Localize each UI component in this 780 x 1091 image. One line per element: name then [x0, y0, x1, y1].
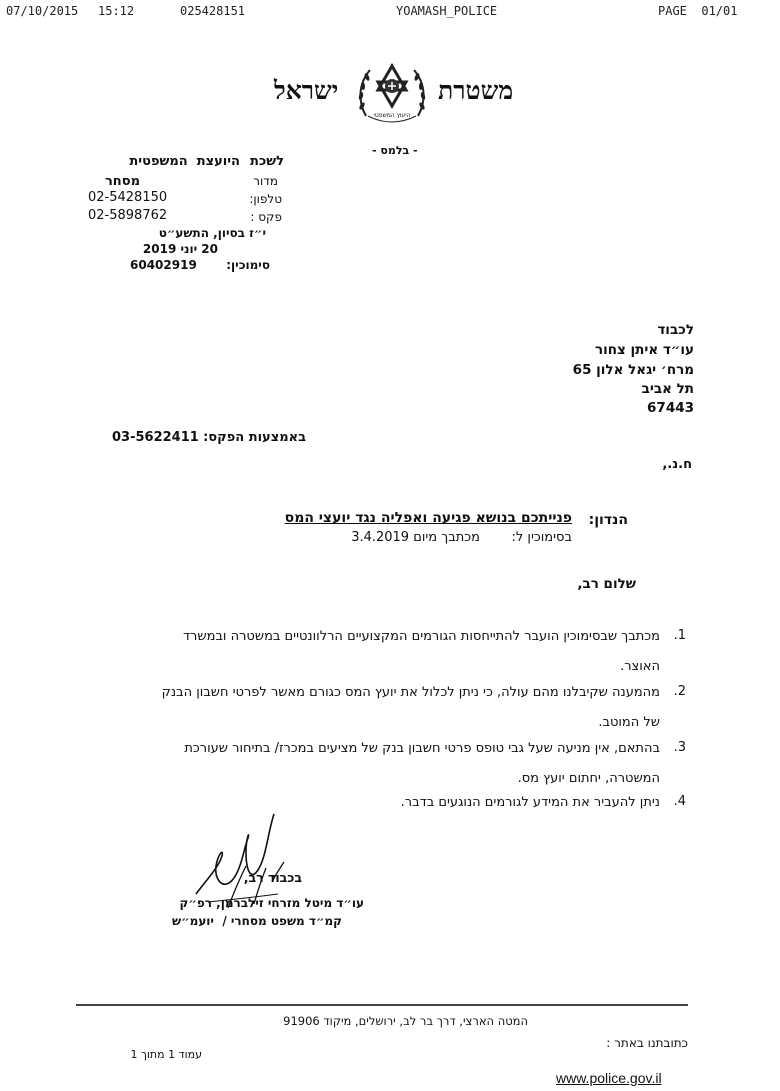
subject-label: הנדון:: [588, 512, 628, 528]
page-count: עמוד 1 מתוך 1: [130, 1048, 202, 1061]
subject-ref-text: מכתבך מיום 3.4.2019: [351, 530, 480, 545]
item-3-number: .3: [673, 740, 686, 755]
subject-ref-label: בסימוכין ל:: [511, 530, 572, 545]
signer-name: עו״ד מיטל מזרחי זילברמן, רפ״ק: [179, 896, 364, 910]
police-website-link[interactable]: www.police.gov.il: [556, 1070, 662, 1086]
greeting: שלום רב,: [577, 576, 636, 592]
dept-section-label: מדור: [253, 174, 278, 188]
gregorian-date: 20 יוני 2019: [142, 242, 218, 256]
via-fax-number: 03-5622411: [112, 430, 199, 445]
dept-section-value: מסחר: [104, 174, 140, 189]
letterhead-police: משטרת: [438, 76, 514, 105]
footer-divider: [76, 1004, 688, 1006]
fax-number: 025428151: [180, 4, 246, 18]
reference-value: 60402919: [130, 258, 197, 272]
letterhead-israel: ישראל: [274, 76, 339, 105]
phone-value: 02-5428150: [88, 190, 168, 205]
dept-office-value: היועצת המשפטית: [129, 154, 240, 169]
item-2-number: .2: [673, 684, 686, 699]
footer-address: המטה הארצי, דרך בר לב, ירושלים, מיקוד 91906: [283, 1014, 528, 1028]
item-4-text: ניתן להעביר את המידע לגורמים הנוגעים בדבר.: [400, 795, 660, 810]
signer-title: קמ״ד משפט מסחרי / יועמ״ש: [172, 914, 342, 928]
item-4-number: .4: [673, 794, 686, 809]
recipient-street: מרח׳ יגאל אלון 65: [572, 362, 694, 378]
item-1-number: .1: [673, 628, 686, 643]
footer-site-label: כתובתנו באתר :: [606, 1036, 688, 1050]
hebrew-date: י״ז בסיון, התשע״ט: [158, 226, 266, 240]
fax-page: PAGE 01/01: [658, 4, 738, 18]
police-emblem-icon: [352, 58, 432, 130]
fax-time: 15:12: [98, 4, 135, 18]
item-1-text: מכתבך שבסימוכין הועבר להתייחסות הגורמים המקצועיים הרלוונטיים במשטרה ובמשרד האוצר.: [182, 629, 660, 674]
subject-text: פנייתכם בנושא פגיעה ואפליה נגד יועצי המס: [284, 510, 572, 526]
fax-value: 02-5898762: [88, 208, 168, 223]
emblem-motto: היעוץ המשפטי: [373, 112, 411, 119]
dept-office-label: לשכת: [250, 154, 284, 169]
reference-label: סימוכין:: [226, 258, 270, 272]
item-3-text: בהתאם, אין מניעה שעל גבי טופס פרטי חשבון בנק של מציעים במכרז/ בתיחור שעורכת המשטרה, יחתום יועץ מס.: [184, 741, 660, 786]
via-fax-label: באמצעות הפקס:: [203, 430, 306, 445]
item-2-text: מהמענה שקיבלנו מהם עולה, כי ניתן לכלול את יועץ המס כגורם מאשר לפרטי חשבון הבנק של המוטב.: [161, 685, 660, 730]
closing-respect: בכבוד רב,: [243, 870, 302, 885]
salutation-top: ח.נ.,: [662, 457, 692, 472]
recipient-honorific: לכבוד: [657, 322, 694, 338]
classification-label: - בלמס -: [372, 144, 418, 157]
fax-date: 07/10/2015: [6, 4, 79, 18]
fax-sender: YOAMASH_POLICE: [396, 4, 498, 18]
phone-label: טלפון:: [249, 192, 282, 206]
recipient-city: תל אביב: [641, 381, 694, 397]
fax-label: פקס :: [250, 210, 282, 224]
recipient-zip: 67443: [647, 400, 694, 416]
recipient-name: עו״ד איתן צחור: [594, 342, 694, 358]
